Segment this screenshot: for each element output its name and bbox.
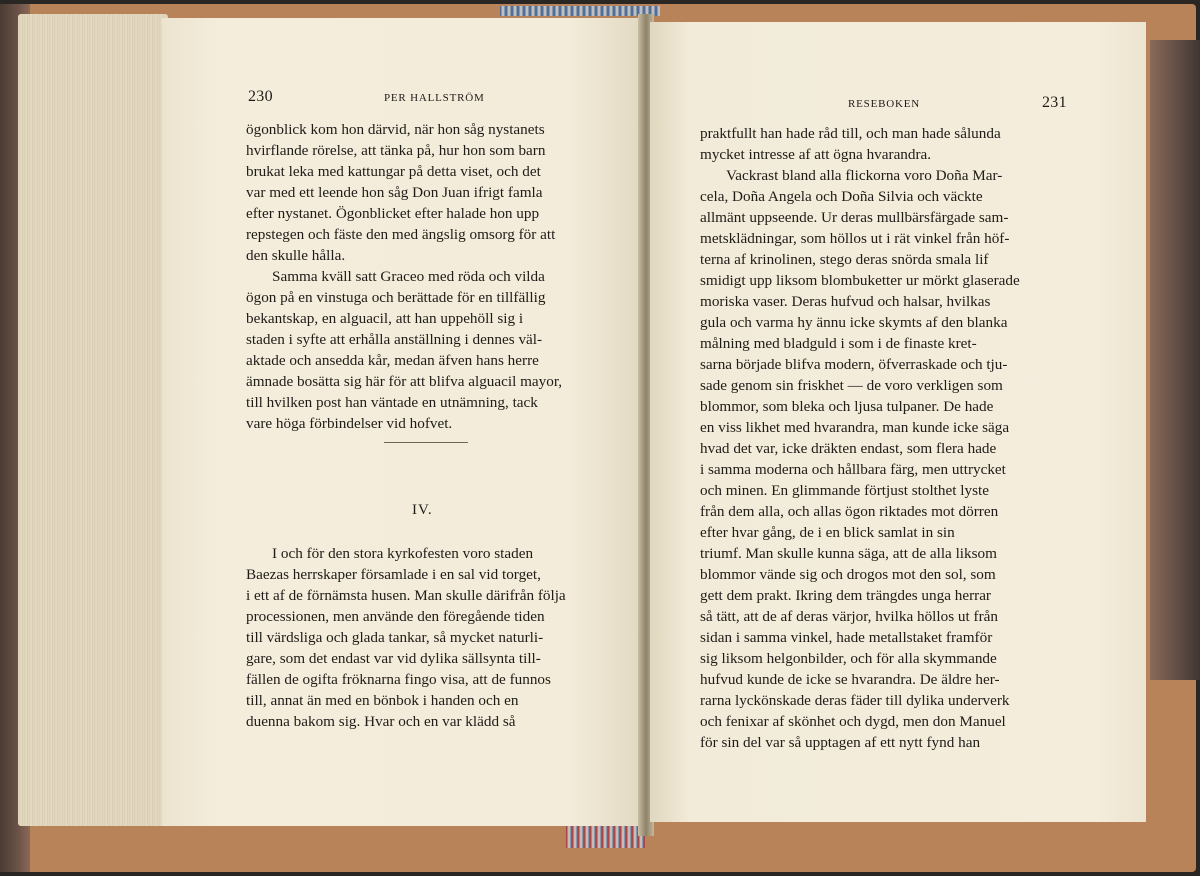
text-line: hufvud kunde de icke se hvarandra. De äldre her- [700, 671, 1000, 688]
text-line: Baezas herrskaper församlade i en sal vid torget, [246, 566, 541, 583]
text-line: sade genom sin friskhet — de voro verkligen som [700, 377, 1003, 394]
text-line: blommor, som bleka och ljusa tulpaner. De hade [700, 398, 994, 415]
text-line: till värdsliga och glada tankar, så mycket naturli- [246, 629, 544, 646]
text-line: brukat leka med kattungar på detta viset, och det [246, 163, 541, 180]
text-line: ämnade bosätta sig här för att blifva alguacil mayor, [246, 373, 563, 390]
text-line: gett dem prakt. Ikring dem trängdes unga herrar [700, 587, 991, 604]
tailband [566, 826, 646, 848]
text-line: i ett af de förnämsta husen. Man skulle därifrån följa [246, 587, 566, 604]
text-line: bekantskap, en alguacil, att han uppehöll sig i [246, 310, 524, 327]
text-line: fällen de ogifta fröknarna fingo visa, att de funnos [246, 671, 551, 688]
text-line: Samma kväll satt Graceo med röda och vilda [272, 268, 545, 285]
text-line: en viss likhet med hvarandra, man kunde icke säga [700, 419, 1010, 436]
text-line: smidigt upp liksom blombuketter ur mörkt glaserade [700, 272, 1020, 289]
section-divider [384, 442, 468, 443]
text-line: processionen, men använde den föregående tiden [246, 608, 545, 625]
text-line: från dem alla, och allas ögon riktades mot dörren [700, 503, 999, 520]
text-line: allmänt uppseende. Ur deras mullbärsfärgade sam- [700, 209, 1009, 226]
text-line: ögonblick kom hon därvid, när hon såg nystanets [246, 121, 545, 138]
text-line: I och för den stora kyrkofesten voro staden [272, 545, 534, 562]
text-line: och fenixar af skönhet och dygd, men don Manuel [700, 713, 1006, 730]
right-page-number: 231 [1042, 94, 1067, 111]
text-line: rarna lyckönskade deras fäder till dylika underverk [700, 692, 1010, 709]
text-line: hvad det var, icke dräkten endast, som flera hade [700, 440, 997, 457]
text-line: och minen. En glimmande förtjust stolthet lyste [700, 482, 989, 499]
text-line: staden i syfte att erhålla anställning i dennes väl- [246, 331, 543, 348]
text-line: till hvilken post han väntade en utnämning, tack [246, 394, 538, 411]
left-running-head: PER HALLSTRÖM [384, 92, 485, 104]
text-line: blommor vände sig och drogos mot den sol, som [700, 566, 996, 583]
text-line: terna af krinolinen, stego deras snörda smala lif [700, 251, 989, 268]
page-block-edges [18, 14, 168, 826]
text-line: triumf. Man skulle kunna säga, att de alla liksom [700, 545, 997, 562]
text-line: ögon på en vinstuga och berättade för en tillfällig [246, 289, 546, 306]
text-line: aktade och ansedda kår, medan äfven hans herre [246, 352, 539, 369]
section-heading: IV. [412, 502, 433, 518]
text-line: moriska vaser. Deras hufvud och halsar, hvilkas [700, 293, 991, 310]
text-line: för sin del var så upptagen af ett nytt fynd han [700, 734, 981, 751]
text-line: gula och varma hy ännu icke skymts af den blanka [700, 314, 1008, 331]
headband [500, 6, 660, 16]
text-line: Vackrast bland alla flickorna voro Doña Mar- [726, 167, 1003, 184]
text-line: efter nystanet. Ögonblicket efter halade hon upp [246, 205, 540, 222]
text-line: sidan i samma vinkel, hade metallstaket framför [700, 629, 993, 646]
right-running-head: RESEBOKEN [848, 98, 920, 110]
text-line: duenna bakom sig. Hvar och en var klädd så [246, 713, 516, 730]
text-line: efter hvar gång, de i en blick samlat in sin [700, 524, 955, 541]
text-line: så tätt, att de af deras värjor, hvilka höllos ut från [700, 608, 998, 625]
right-page [650, 22, 1146, 822]
text-line: sarna började blifva modern, öfverraskade och tju- [700, 356, 1008, 373]
cover-right-edge [1150, 40, 1200, 680]
text-line: praktfullt han hade råd till, och man hade sålunda [700, 125, 1001, 142]
text-line: var med ett leende hon såg Don Juan ifrigt famla [246, 184, 543, 201]
text-line: sig liksom helgonbilder, och för alla skymmande [700, 650, 997, 667]
text-line: i samma moderna och hållbara färg, men uttrycket [700, 461, 1006, 478]
left-page [162, 18, 642, 826]
left-page-number: 230 [248, 88, 273, 105]
text-line: repstegen och fäste den med ängslig omsorg för att [246, 226, 556, 243]
text-line: metsklädningar, som höllos ut i rät vinkel från höf- [700, 230, 1010, 247]
text-line: målning med bladguld i som i de finaste kret- [700, 335, 977, 352]
text-line: mycket intresse af att ögna hvarandra. [700, 146, 932, 163]
text-line: hvirflande rörelse, att tänka på, hur hon som barn [246, 142, 546, 159]
text-line: till, annat än med en bönbok i handen och en [246, 692, 519, 709]
text-line: vare höga förbindelser vid hofvet. [246, 415, 453, 432]
text-line: gare, som det endast var vid dylika sällsynta till- [246, 650, 541, 667]
text-line: den skulle hålla. [246, 247, 346, 264]
text-line: cela, Doña Angela och Doña Silvia och väckte [700, 188, 983, 205]
